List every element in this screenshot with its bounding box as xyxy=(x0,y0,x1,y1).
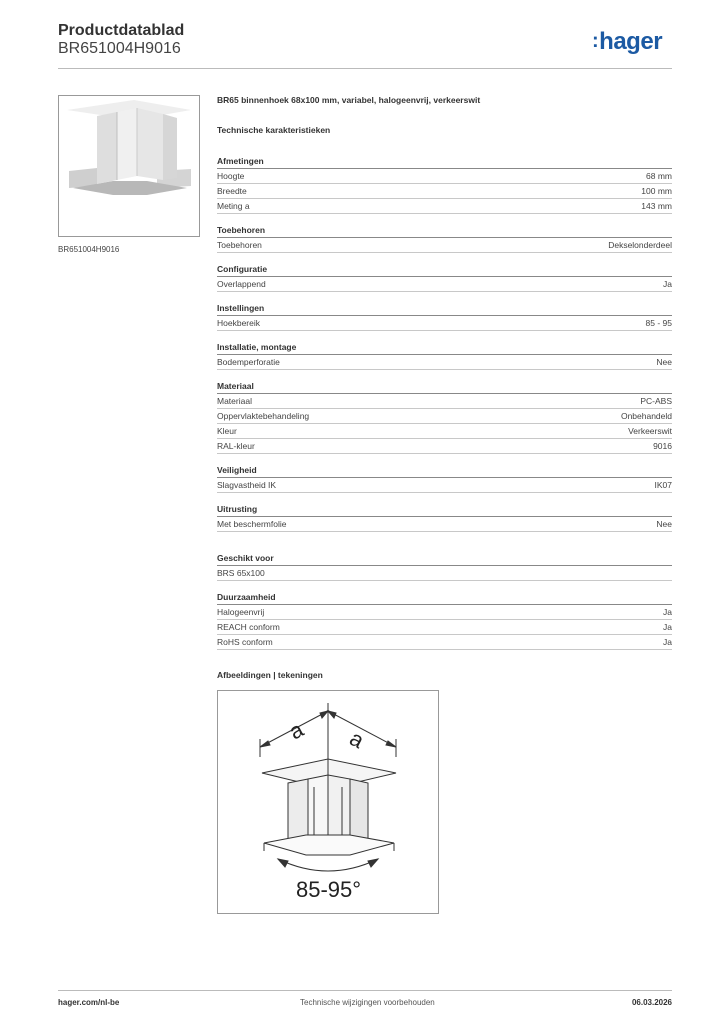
spec-row: REACH conform Ja xyxy=(217,620,672,635)
sustainability-heading: Duurzaamheid xyxy=(217,591,672,605)
product-photo xyxy=(58,95,200,237)
document-title: Productdatablad xyxy=(58,22,185,39)
suitable-for-section xyxy=(217,552,672,581)
spec-group-safety xyxy=(217,464,672,493)
spec-row: Hoekbereik 85 - 95 xyxy=(217,316,672,331)
photo-caption: BR651004H9016 xyxy=(58,245,120,254)
group-heading: Instellingen xyxy=(217,302,672,316)
spec-group-installation xyxy=(217,341,672,370)
header-divider xyxy=(58,68,672,69)
dimension-label-left: a xyxy=(284,716,308,745)
technical-drawing xyxy=(217,690,439,914)
spec-row: Breedte 100 mm xyxy=(217,184,672,199)
spec-row: RoHS conform Ja xyxy=(217,635,672,650)
spec-row: Meting a 143 mm xyxy=(217,199,672,214)
group-heading: Configuratie xyxy=(217,263,672,277)
spec-row: Bodemperforatie Nee xyxy=(217,355,672,370)
corner-drawing-icon xyxy=(218,691,438,913)
technical-characteristics-heading: Technische karakteristieken xyxy=(217,125,331,135)
images-heading: Afbeeldingen | tekeningen xyxy=(217,670,323,680)
group-heading: Uitrusting xyxy=(217,503,672,517)
spec-row: Toebehoren Dekselonderdeel xyxy=(217,238,672,253)
spec-group-settings xyxy=(217,302,672,331)
group-heading: Toebehoren xyxy=(217,224,672,238)
group-heading: Afmetingen xyxy=(217,155,672,169)
spec-row: Oppervlaktebehandeling Onbehandeld xyxy=(217,409,672,424)
specifications xyxy=(217,95,672,684)
spec-group-material xyxy=(217,380,672,454)
sustainability-section xyxy=(217,591,672,650)
dimension-label-right: a xyxy=(345,725,369,754)
spec-row: Hoogte 68 mm xyxy=(217,169,672,184)
footer-date: 06.03.2026 xyxy=(631,998,672,1007)
spec-row: RAL-kleur 9016 xyxy=(217,439,672,454)
corner-duct-photo-icon xyxy=(59,96,199,236)
spec-row: Kleur Verkeerswit xyxy=(217,424,672,439)
group-heading: Materiaal xyxy=(217,380,672,394)
footer-notice: Technische wijzigingen voorbehouden xyxy=(300,998,435,1007)
spec-row: Halogeenvrij Ja xyxy=(217,605,672,620)
spec-row: Slagvastheid IK IK07 xyxy=(217,478,672,493)
logo-text: hager xyxy=(599,28,663,55)
suitable-item: BRS 65x100 xyxy=(217,566,672,581)
group-heading: Installatie, montage xyxy=(217,341,672,355)
spec-group-dimensions xyxy=(217,155,672,214)
group-heading: Veiligheid xyxy=(217,464,672,478)
spec-group-accessories xyxy=(217,224,672,253)
product-code: BR651004H9016 xyxy=(58,40,181,57)
angle-label: 85-95° xyxy=(296,877,362,902)
spec-group-equipment xyxy=(217,503,672,532)
logo-mark: : xyxy=(592,30,599,52)
spec-row: Overlappend Ja xyxy=(217,277,672,292)
footer-website-link[interactable]: hager.com/nl-be xyxy=(58,998,120,1007)
spec-group-configuration xyxy=(217,263,672,292)
spec-row: Met beschermfolie Nee xyxy=(217,517,672,532)
suitable-for-heading: Geschikt voor xyxy=(217,552,672,566)
hager-logo[interactable] xyxy=(592,28,662,56)
spec-row: Materiaal PC-ABS xyxy=(217,394,672,409)
product-title: BR65 binnenhoek 68x100 mm, variabel, halogeenvrij, verkeerswit xyxy=(217,95,481,105)
footer-divider xyxy=(58,990,672,991)
